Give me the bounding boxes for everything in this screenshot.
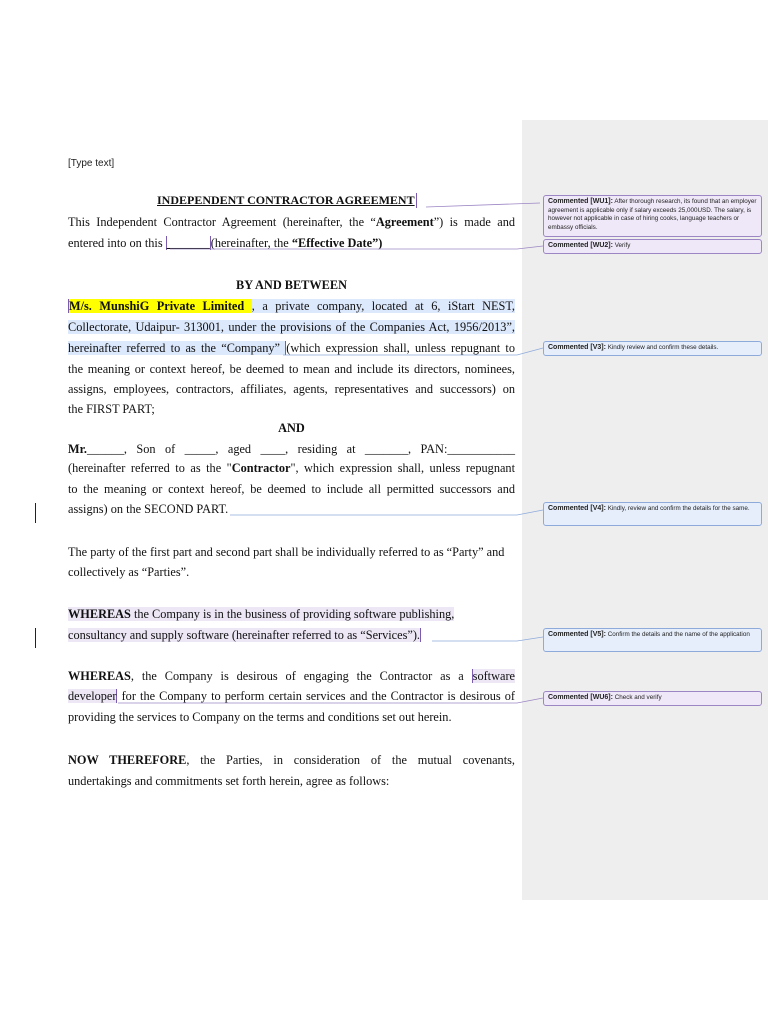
comment-text: Check and verify <box>614 694 662 701</box>
comment-v3[interactable] <box>543 341 762 356</box>
party1-text: (which expression shall, unless repugnant to <box>286 341 515 355</box>
date-blank[interactable]: _______ <box>166 236 210 250</box>
party2-text: ______, Son of _____, aged ____, residing at _______, PAN:___________ <box>87 442 515 456</box>
connector-wu6 <box>118 698 543 703</box>
contractor-term: Contractor <box>231 461 291 475</box>
whereas-keyword: WHEREAS <box>68 669 131 683</box>
comment-text: Kindly, review and confirm the details for the same. <box>607 505 750 512</box>
and-heading: AND <box>278 421 305 435</box>
software-term: software <box>472 669 515 683</box>
comment-label: Commented [WU1]: <box>548 198 613 205</box>
comment-text: After thorough research, its found that an employer agreement is applicable only if salary exceeds 25,000USD. The salary, is however not applicable in case of hiring cooks, language teachers or embassy officials. <box>548 198 757 231</box>
comment-label: Commented [WU2]: <box>548 242 613 249</box>
whereas-text: , the Company is desirous of engaging the Contractor as a <box>130 669 472 683</box>
whereas2-line-3: providing the services to Company on the terms and conditions set out herein. <box>68 710 452 724</box>
company-name: M/s. MunshiG Private Limited <box>69 299 252 313</box>
by-and-between-heading: BY AND BETWEEN <box>236 278 347 292</box>
party2-text: (hereinafter referred to as the " <box>68 461 232 475</box>
comment-text: Verify <box>614 242 631 249</box>
party1-text: Collectorate, Udaipur- 313001, under the provisions of the Companies Act, 1956/2013”, <box>68 320 515 334</box>
party1-line-6: the FIRST PART; <box>68 402 155 416</box>
agreement-term: Agreement <box>375 215 434 229</box>
whereas-text: for the Company to perform certain services and the Contractor is desirous of <box>117 689 515 703</box>
now-therefore-keyword: NOW THEREFORE <box>68 753 187 767</box>
intro-text: ”) is made and <box>433 215 515 229</box>
comment-v4[interactable] <box>543 502 762 526</box>
comment-text: Kindly review and confirm these details. <box>607 344 719 351</box>
connector-wu1 <box>426 203 540 207</box>
whereas-text: consultancy and supply software (hereinafter referred to as “Services”). <box>68 628 421 642</box>
connector-wu2 <box>170 246 543 249</box>
parties-line-1: The party of the first part and second part shall be individually referred to as “Party” and <box>68 545 505 559</box>
comment-wu1[interactable] <box>543 195 762 237</box>
party2-text: ", which expression shall, unless repugnant <box>290 461 515 475</box>
whereas-text: the Company is in the business of providing software publishing, <box>130 607 455 621</box>
connector-v5 <box>432 637 543 641</box>
party1-line-4: the meaning or context hereof, be deemed to mean and include its directors, nominees, <box>68 362 515 376</box>
party2-line-3: to the meaning or context hereof, be deemed to include all permitted successors and <box>68 482 515 496</box>
effective-date-term: “Effective Date”) <box>291 236 383 250</box>
comment-text: Confirm the details and the name of the application <box>607 631 750 638</box>
now-therefore-text: , the Parties, in consideration of the mutual covenants, <box>186 753 515 767</box>
mr-label: Mr. <box>68 442 88 456</box>
parties-line-2: collectively as “Parties”. <box>68 565 190 579</box>
now-therefore-line-2: undertakings and commitments set forth herein, agree as follows: <box>68 774 390 788</box>
comment-label: Commented [V4]: <box>548 505 606 512</box>
document-title: INDEPENDENT CONTRACTOR AGREEMENT <box>157 193 415 207</box>
developer-term: developer <box>68 689 117 703</box>
connector-v4 <box>230 510 543 515</box>
intro-text: This Independent Contractor Agreement (hereinafter, the “ <box>68 215 376 229</box>
header-text[interactable]: [Type text] <box>68 158 115 169</box>
party1-text: hereinafter referred to as the “Company” <box>68 341 286 355</box>
whereas-keyword: WHEREAS <box>68 607 131 621</box>
connector-v3 <box>283 348 543 355</box>
intro-text: (hereinafter, the <box>210 236 292 250</box>
comment-label: Commented [V3]: <box>548 344 606 351</box>
comment-label: Commented [WU6]: <box>548 694 613 701</box>
comment-label: Commented [V5]: <box>548 631 606 638</box>
party1-line-5: assigns, employees, contractors, affiliates, agents, representatives and successors) on <box>68 382 515 396</box>
party2-line-4: assigns) on the SECOND PART. <box>68 502 229 516</box>
party1-text: , a private company, located at 6, iStart NEST, <box>251 299 515 313</box>
comment-v5[interactable] <box>543 628 762 652</box>
intro-text: entered into on this <box>68 236 166 250</box>
comment-wu6[interactable] <box>543 691 762 706</box>
comment-wu2[interactable] <box>543 239 762 254</box>
